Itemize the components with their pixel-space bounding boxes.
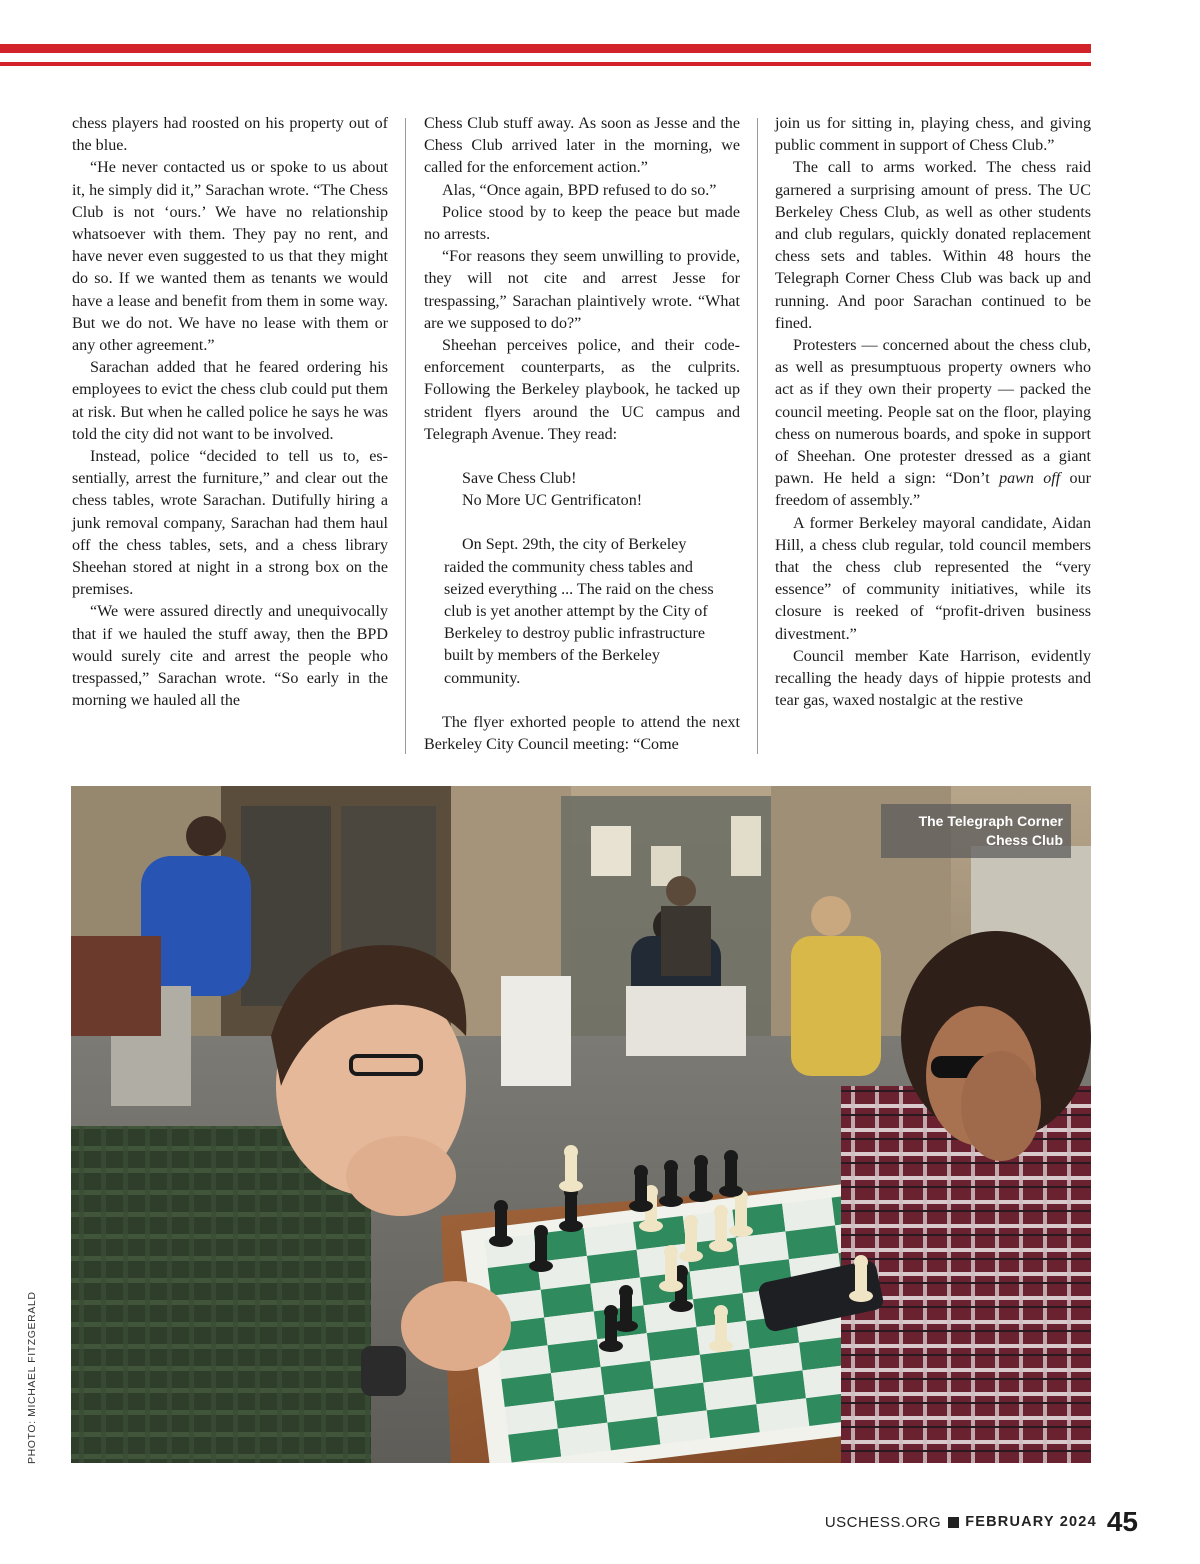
- paragraph: Chess Club stuff away. As soon as Jesse and the Chess Club arrived later in the morning, we called for the enforcement action.”: [424, 115, 740, 177]
- paragraph: Police stood by to keep the peace but made no arrests.: [424, 203, 740, 244]
- paragraph: Protesters — concerned about the chess club, as well as presumptuous property owners who act as if they own their property — packed the council meeting. People sat on the floor, playing chess on numerous boards, and spoke in support of Sheehan. One protester dressed as a giant pawn. He held a sign: “Don’t pawn off our freedom of assembly.”: [775, 337, 1092, 510]
- column-divider: [757, 118, 758, 754]
- article-column-2: [424, 113, 740, 756]
- paragraph: chess players had roosted on his property out of the blue.: [72, 115, 388, 155]
- header-rule-thin: [0, 62, 1091, 66]
- flyer-line: No More UC Gentrificaton!: [462, 492, 643, 510]
- footer-site: USCHESS.ORG: [824, 1513, 942, 1531]
- photo-credit: PHOTO: MICHAEL FITZGERALD: [26, 1291, 38, 1464]
- photo-caption: The Telegraph Corner Chess Club: [881, 804, 1071, 858]
- chess-club-photo: [71, 786, 1091, 1463]
- paragraph: join us for sitting in, playing chess, and giving public comment in support of Chess Club.”: [775, 115, 1091, 155]
- article-column-3: [775, 113, 1091, 712]
- paragraph: The flyer exhorted people to attend the next Berkeley City Council meeting: “Come: [424, 713, 740, 754]
- footer-issue-date: FEBRUARY 2024: [965, 1514, 1097, 1530]
- paragraph: Instead, police “decided to tell us to, essentially, arrest the furniture,” and clear out the chess tables, wrote Sarachan. Dutifully hiring a junk removal company, Sarachan had them haul off the chess tables, sets, and a chess library Sheehan stored at night in a strong box on the premises.: [72, 448, 388, 599]
- paragraph: “We were assured directly and unequivocally that if we hauled the stuff away, then the BPD would surely cite and arrest the people who trespassed,” Sarachan wrote. “So early in the morning we hauled all the: [72, 603, 388, 710]
- header-rule-thick: [0, 44, 1091, 53]
- paragraph: Sheehan perceives police, and their code-enforcement counterparts, as the culprits. Following the Berkeley playbook, he tacked up strident flyers around the UC campus and Telegraph Avenue. They read:: [424, 337, 740, 443]
- flyer-line: Save Chess Club!: [462, 470, 577, 488]
- paragraph: “He never contacted us or spoke to us about it, he simply did it,” Sarachan wrote. “The Chess Club is not ‘ours.’ We have no relationship whatsoever with them. They pay no rent, and have never even suggested to us that they might do so. If we wanted them as tenants we would have a lease and benefit from them in some way. But we do not. We have no lease with them or any other agreement.”: [72, 159, 388, 355]
- paragraph: The call to arms worked. The chess raid garnered a surprising amount of press. The UC Berkeley Chess Club, as well as other students and club regulars, quickly donated replacement chess sets and tables. Within 48 hours the Telegraph Corner Chess Club was back up and running. And poor Sarachan continued to be fined.: [775, 159, 1091, 332]
- paragraph: “For reasons they seem unwilling to provide, they will not cite and arrest Jesse for trespassing,” Sarachan plaintively wrote. “What are we supposed to do?”: [424, 248, 740, 332]
- page-number: 45: [1106, 1506, 1138, 1537]
- paragraph: Council member Kate Harrison, evidently recalling the heady days of hippie protests and tear gas, waxed nostalgic at the restive: [775, 647, 1091, 710]
- paragraph: Alas, “Once again, BPD refused to do so.”: [442, 181, 717, 199]
- paragraph: A former Berkeley mayoral candidate, Aidan Hill, a chess club regular, told council members that the chess club represented the “very essence” of community initiatives, while its closure is reeked of “profit-driven business divestment.”: [775, 514, 1091, 643]
- footer-square-icon: [948, 1517, 959, 1528]
- article-column-1: [72, 113, 388, 712]
- column-divider: [405, 118, 406, 754]
- paragraph: Sarachan added that he feared ordering his employees to evict the chess club could put them at risk. But when he called police he says he was told the city did not want to be involved.: [72, 359, 388, 443]
- page-footer: [825, 1500, 1138, 1544]
- flyer-quote: On Sept. 29th, the city of Berkeley raided the community chess tables and seized everything ... The raid on the chess club is yet another attempt by the City of Berkeley to destroy public infrastructure built by members of the Berkeley community.: [444, 536, 714, 687]
